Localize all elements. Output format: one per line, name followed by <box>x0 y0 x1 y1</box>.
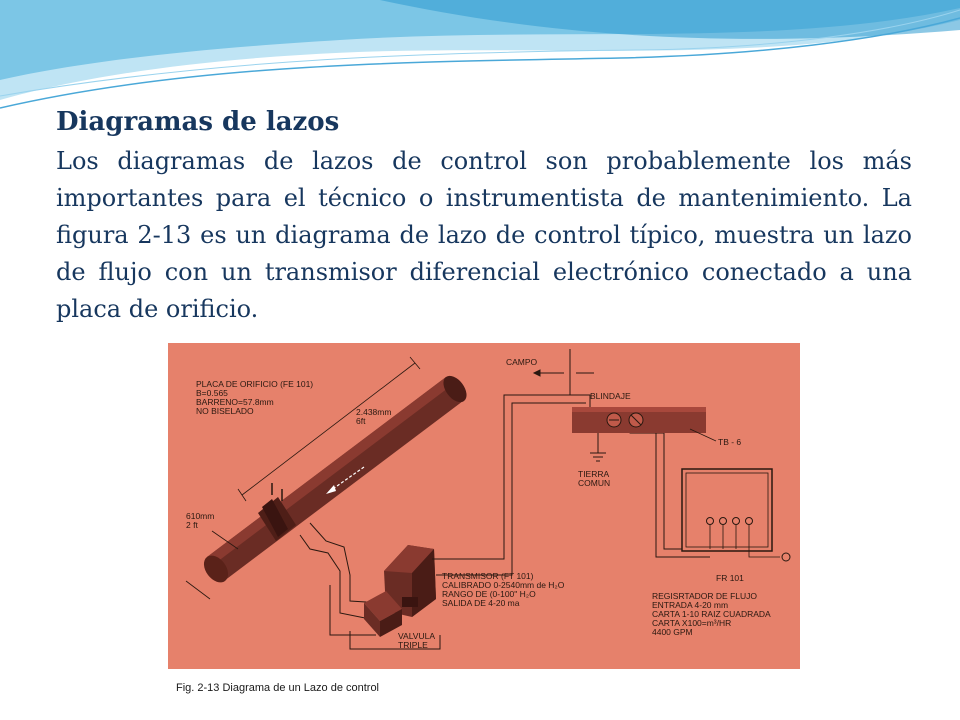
slide-title: Diagramas de lazos <box>56 107 340 137</box>
length-long-line1: 2.438mm <box>356 407 392 417</box>
tb6-label: TB - 6 <box>718 437 742 447</box>
figure-caption: Fig. 2-13 Diagrama de un Lazo de control <box>176 682 380 694</box>
blindaje-label: BLINDAJE <box>590 391 631 401</box>
valvula-label-line2: TRIPLE <box>398 640 428 650</box>
transmisor-line3: RANGO DE (0-100" H₂O <box>442 589 536 599</box>
registrador-line3: CARTA 1-10 RAIZ CUADRADA <box>652 609 771 619</box>
placa-label-line1: PLACA DE ORIFICIO (FE 101) <box>196 379 314 389</box>
registrador-line4: CARTA X100=m³/HR <box>652 618 732 628</box>
transmisor-line4: SALIDA DE 4-20 ma <box>442 598 520 608</box>
tierra-label-line2: COMUN <box>578 478 611 488</box>
transmisor-line1: TRANSMISOR (FT 101) <box>442 571 534 581</box>
fr101-label: FR 101 <box>716 573 744 583</box>
placa-label-line3: BARRENO=57.8mm <box>196 397 274 407</box>
valvula-label-line1: VALVULA <box>398 631 436 641</box>
loop-diagram-figure <box>150 335 806 703</box>
slide-body-text: Los diagramas de lazos de control son probablemente los más importantes para el técnico o instrumentista de mantenimiento. La figura 2-13 es un diagrama de lazo de control típico, muestra un lazo de flujo con un transmisor diferencial electrónico conectado a una placa de orificio. <box>56 147 912 323</box>
campo-label: CAMPO <box>506 357 538 367</box>
registrador-line1: REGISRTADOR DE FLUJO <box>652 591 758 601</box>
registrador-line5: 4400 GPM <box>652 627 693 637</box>
transmisor-line2: CALIBRADO 0-2540mm de H₂O <box>442 580 565 590</box>
placa-label-line4: NO BISELADO <box>196 406 254 416</box>
length-long-line2: 6ft <box>356 416 366 426</box>
length-short-line1: 610mm <box>186 511 215 521</box>
tierra-label-line1: TIERRA <box>578 469 610 479</box>
length-short-line2: 2 ft <box>186 520 198 530</box>
placa-label-line2: B=0.565 <box>196 388 228 398</box>
registrador-line2: ENTRADA 4-20 mm <box>652 600 729 610</box>
